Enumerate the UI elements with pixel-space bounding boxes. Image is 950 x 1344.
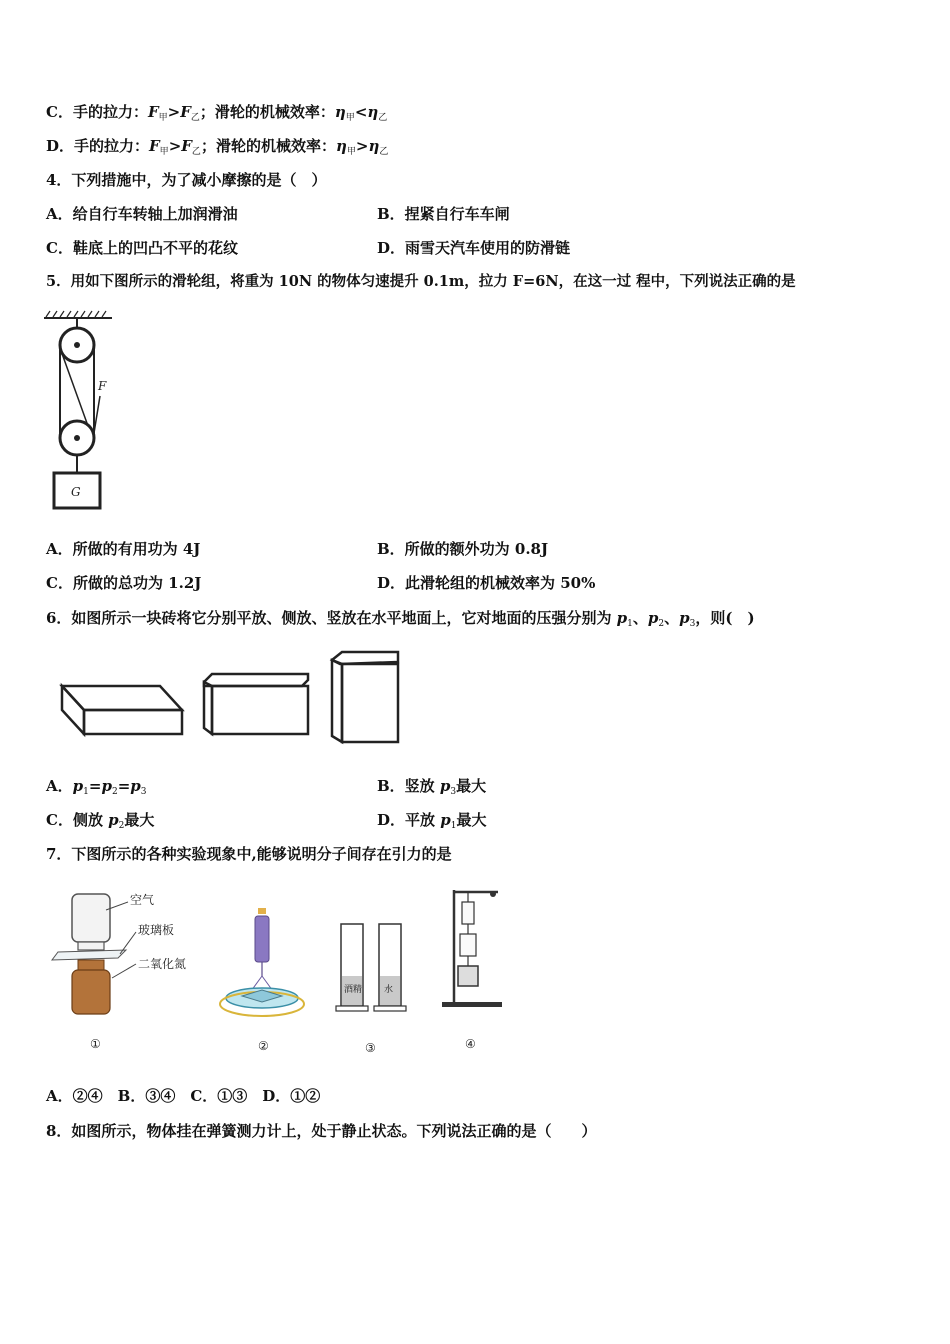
q5-option-d: D．此滑轮组的机械效率为 50% — [377, 574, 596, 592]
q3-d-mid: ；滑轮的机械效率： — [200, 137, 336, 155]
label-water: 水 — [384, 985, 394, 995]
subscript: 3 — [450, 787, 457, 797]
label-number: ① — [90, 1037, 101, 1051]
subscript: 2 — [111, 787, 118, 797]
label-number: ③ — [365, 1041, 376, 1055]
q3-c-f: F — [147, 103, 159, 121]
q3-option-c — [46, 102, 387, 128]
experiments-figure — [50, 880, 520, 1060]
option-text: C．侧放 — [46, 811, 109, 829]
brick-side — [204, 674, 308, 734]
q3-d-eta: η — [368, 137, 380, 155]
q6-stem-end: ，则( ) — [695, 609, 755, 627]
pressure-symbol: p — [101, 777, 112, 795]
equals: = — [88, 777, 102, 795]
q3-d-sub: 甲 — [346, 147, 356, 157]
q3-c-eta: η — [367, 103, 379, 121]
q6-stem-text: 6．如图所示一块砖将它分别平放、侧放、竖放在水平地面上，它对地面的压强分别为 — [46, 609, 617, 627]
pressure-symbol: p — [130, 777, 141, 795]
q4-option-a: A．给自行车转轴上加润滑油 — [46, 205, 238, 223]
equals: = — [117, 777, 131, 795]
q3-c-sub: 甲 — [158, 113, 168, 123]
pulley-system-figure — [40, 308, 130, 513]
q6-option-a — [46, 776, 147, 802]
q6-option-c — [46, 810, 154, 836]
q3-d-op: > — [168, 137, 182, 155]
cylinders-figure — [336, 924, 406, 1055]
subscript: 1 — [627, 619, 633, 629]
option-letter: A． — [46, 777, 73, 795]
q5-option-a: A．所做的有用功为 4J — [46, 540, 201, 558]
q3-option-d — [46, 136, 388, 162]
subscript: 1 — [83, 787, 89, 797]
label-no2: 二氧化氮 — [138, 957, 187, 971]
option-text: B．竖放 — [377, 777, 440, 795]
subscript: 2 — [118, 821, 125, 831]
separator: 、 — [664, 609, 680, 627]
q3-d-sub: 甲 — [159, 147, 169, 157]
force-label: F — [98, 379, 107, 393]
gas-diffusion-figure — [52, 892, 186, 1051]
pressure-symbol: p — [439, 777, 451, 795]
q3-c-f: F — [180, 103, 191, 121]
q4-stem: 4．下列措施中，为了减小摩擦的是（ ） — [46, 171, 327, 189]
q6-option-d — [377, 810, 486, 836]
ceiling-hatch — [44, 311, 112, 318]
q4-option-b: B．捏紧自行车车闸 — [377, 205, 510, 223]
glass-plate-water-figure — [220, 908, 304, 1053]
q3-d-eta: η — [335, 137, 347, 155]
bricks-figure — [58, 648, 403, 748]
q3-c-prefix: C．手的拉力： — [46, 103, 148, 121]
q3-c-eta: η — [334, 103, 346, 121]
q3-d-op: > — [355, 137, 369, 155]
option-text: 最大 — [456, 777, 487, 795]
q7-stem: 7．下图所示的各种实验现象中,能够说明分子间存在引力的是 — [46, 845, 452, 863]
option-text: 最大 — [124, 811, 155, 829]
q3-d-sub: 乙 — [191, 147, 201, 157]
q3-c-sub: 乙 — [378, 113, 388, 123]
pressure-symbol: p — [108, 811, 119, 829]
separator: 、 — [632, 609, 648, 627]
q5-option-c: C．所做的总功为 1.2J — [46, 574, 202, 592]
option-text: 最大 — [456, 811, 487, 829]
q6-option-b — [377, 776, 486, 802]
q5-stem: 5．用如下图所示的滑轮组，将重为 10N 的物体匀速提升 0.1m，拉力 F=6N，在这一过 程中，下列说法正确的是 — [46, 273, 796, 290]
pressure-symbol: p — [72, 777, 84, 795]
label-air: 空气 — [130, 893, 155, 907]
label-glass: 玻璃板 — [138, 923, 175, 937]
label-number: ④ — [465, 1037, 476, 1051]
q3-d-f: F — [149, 137, 160, 155]
subscript: 2 — [658, 619, 665, 629]
q8-stem: 8．如图所示，物体挂在弹簧测力计上，处于静止状态。下列说法正确的是（ ） — [46, 1122, 597, 1140]
q6-stem — [46, 608, 755, 634]
pressure-symbol: p — [440, 811, 451, 829]
pressure-symbol: p — [647, 609, 659, 627]
q3-d-f: F — [181, 137, 192, 155]
q4-option-c: C．鞋底上的凹凸不平的花纹 — [46, 239, 238, 257]
q4-option-d: D．雨雪天汽车使用的防滑链 — [377, 239, 571, 257]
q3-c-sub: 乙 — [190, 113, 200, 123]
pressure-symbol: p — [679, 609, 690, 627]
label-number: ② — [258, 1039, 269, 1053]
q7-options: A．②④ B．③④ C．①③ D．①② — [46, 1087, 321, 1105]
pressure-symbol: p — [616, 609, 628, 627]
q3-d-sub: 乙 — [379, 147, 389, 157]
option-text: D．平放 — [377, 811, 441, 829]
q5-option-b: B．所做的额外功为 0.8J — [377, 540, 549, 558]
subscript: 3 — [140, 787, 147, 797]
subscript: 3 — [689, 619, 696, 629]
subscript: 1 — [450, 821, 457, 831]
label-alcohol: 酒精 — [344, 985, 363, 995]
brick-upright — [332, 652, 398, 742]
q3-c-op: > — [167, 103, 181, 121]
q3-d-prefix: D．手的拉力： — [46, 137, 150, 155]
lead-blocks-figure — [442, 890, 502, 1051]
q3-c-sub: 甲 — [345, 113, 355, 123]
q3-c-mid: ；滑轮的机械效率： — [199, 103, 335, 121]
brick-flat — [62, 686, 182, 734]
weight-label: G — [71, 485, 81, 499]
q3-c-op: < — [354, 103, 368, 121]
